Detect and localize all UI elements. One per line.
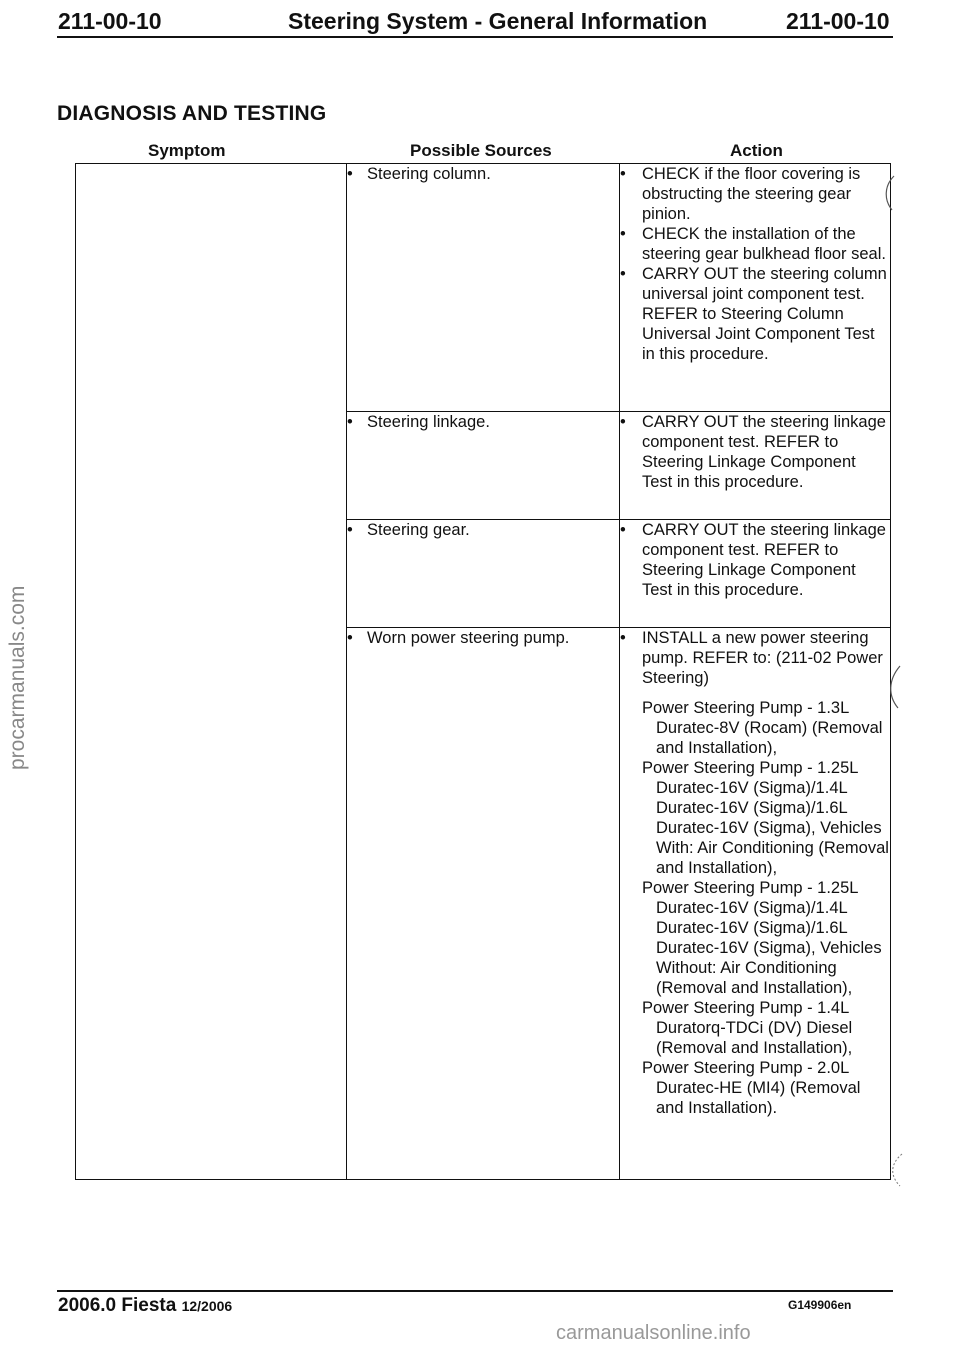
action-item: • CARRY OUT the steering linkage component test. REFER to Steering Linkage Component Test in this procedure. (620, 520, 890, 600)
column-header-sources: Possible Sources (410, 141, 552, 160)
action-list (620, 412, 890, 492)
reference-link[interactable]: Power Steering Pump - 1.3L Duratec-8V (Rocam) (Removal and Installation), (642, 699, 883, 758)
bullet-icon: • (347, 413, 353, 432)
symptom-cell (76, 164, 347, 1180)
action-cell (620, 628, 891, 1180)
header-right-code: 211-00-10 (786, 8, 890, 34)
header-left-code: 211-00-10 (58, 8, 162, 34)
bullet-icon: • (347, 521, 353, 540)
reference-link[interactable]: Power Steering Pump - 2.0L Duratec-HE (MI4) (Removal and Installation). (642, 1059, 861, 1118)
action-cell (620, 412, 891, 520)
source-cell (347, 520, 620, 628)
action-item: • CHECK if the floor covering is obstructing the steering gear pinion. (620, 164, 890, 224)
footer-date: 12/2006 (181, 1298, 233, 1314)
diagnosis-table (75, 163, 891, 1180)
footer-model: 2006.0 Fiesta 12/2006 (58, 1295, 233, 1316)
footer-code: G149906en (788, 1298, 852, 1312)
reference-link[interactable]: Power Steering Pump - 1.4L Duratorq-TDCi (DV) Diesel (Removal and Installation), (642, 999, 853, 1058)
scan-mark-icon (884, 660, 914, 715)
table-row (76, 164, 891, 412)
header-title: Steering System - General Information (288, 8, 708, 34)
bullet-icon: • (347, 629, 353, 648)
source-cell (347, 628, 620, 1180)
action-cell (620, 164, 891, 412)
column-header-symptom: Symptom (148, 141, 226, 160)
source-text: Steering gear. (367, 521, 470, 540)
source-cell (347, 164, 620, 412)
action-item: • INSTALL a new power steering pump. REFER to: (211-02 Power Steering) (620, 628, 890, 688)
action-cell (620, 520, 891, 628)
side-watermark: procarmanuals.com (6, 585, 29, 770)
action-list (620, 164, 890, 364)
section-title: DIAGNOSIS AND TESTING (57, 102, 327, 125)
action-list (620, 628, 890, 688)
action-item: • CARRY OUT the steering linkage component test. REFER to Steering Linkage Component Test in this procedure. (620, 412, 890, 492)
reference-link[interactable]: Power Steering Pump - 1.25L Duratec-16V (Sigma)/1.4L Duratec-16V (Sigma)/1.6L Duratec-16V (Sigma), Vehicles Without: Air Conditioning (Removal and Installation), (642, 879, 882, 998)
header-rule (57, 36, 893, 38)
column-header-action: Action (730, 141, 783, 160)
reference-list (620, 698, 890, 1118)
bottom-watermark: carmanualsonline.info (556, 1322, 751, 1344)
scan-mark-icon (880, 168, 910, 218)
action-list (620, 520, 890, 600)
action-item: • CHECK the installation of the steering gear bulkhead floor seal. (620, 224, 890, 264)
source-cell (347, 412, 620, 520)
bullet-icon: • (347, 165, 353, 183)
reference-link[interactable]: Power Steering Pump - 1.25L Duratec-16V (Sigma)/1.4L Duratec-16V (Sigma)/1.6L Duratec-16V (Sigma), Vehicles With: Air Conditioning (Removal and Installation), (642, 759, 889, 878)
scan-mark-icon (884, 1150, 918, 1190)
source-text: Steering column. (367, 165, 491, 183)
footer-rule (57, 1290, 893, 1292)
source-text: Steering linkage. (367, 413, 490, 432)
action-item: • CARRY OUT the steering column universal joint component test. REFER to Steering Column Universal Joint Component Test in this procedure. (620, 264, 890, 364)
source-text: Worn power steering pump. (367, 629, 570, 648)
